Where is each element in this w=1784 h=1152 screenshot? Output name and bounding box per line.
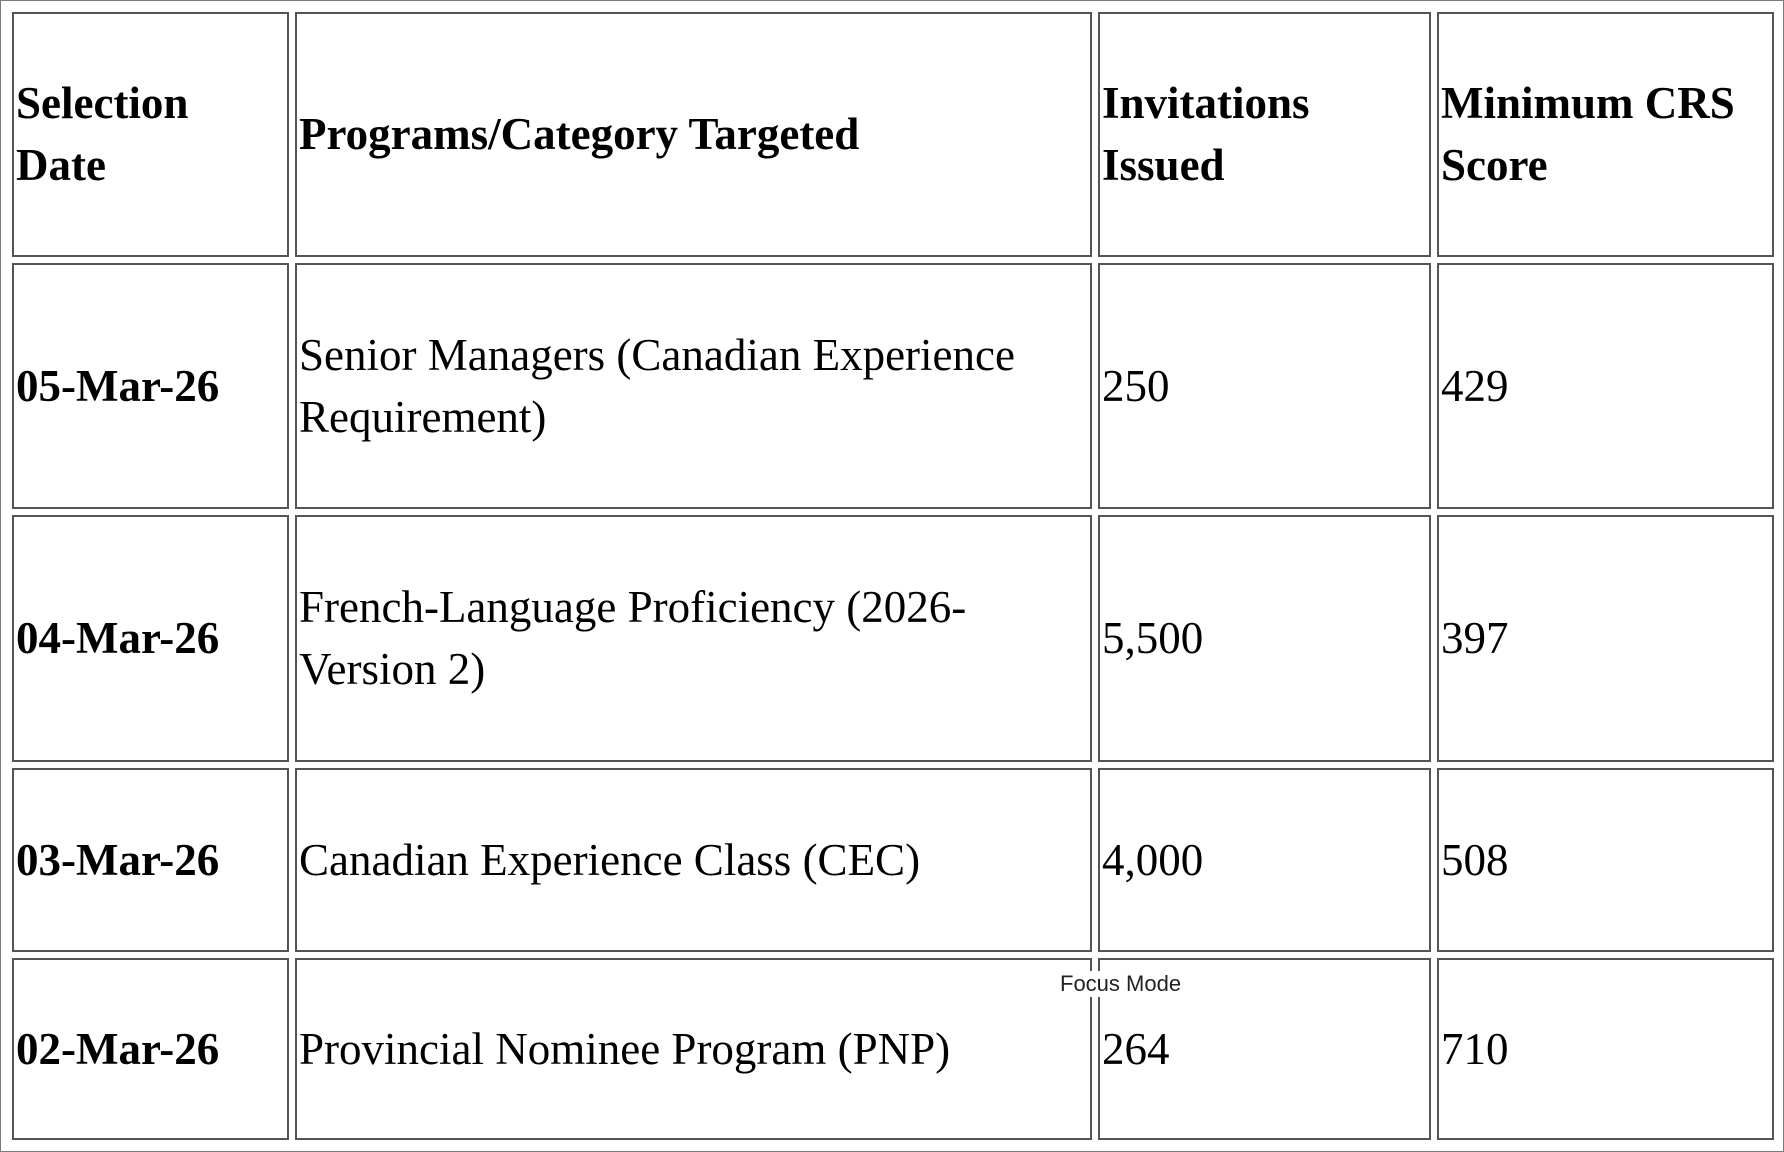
program-cell: French-Language Proficiency (2026-Version 2): [295, 515, 1092, 762]
min-crs-cell: 710: [1437, 958, 1774, 1140]
min-crs-cell: 429: [1437, 263, 1774, 510]
program-cell: Provincial Nominee Program (PNP): [295, 958, 1092, 1140]
selection-date-cell: 03-Mar-26: [12, 768, 289, 952]
min-crs-cell: 397: [1437, 515, 1774, 762]
program-cell: Senior Managers (Canadian Experience Requirement): [295, 263, 1092, 510]
header-selection-date: Selection Date: [12, 12, 289, 257]
selection-date-cell: 05-Mar-26: [12, 263, 289, 510]
table-header-row: [12, 12, 1774, 257]
program-cell: Canadian Experience Class (CEC): [295, 768, 1092, 952]
table-row: [12, 515, 1774, 762]
min-crs-cell: 508: [1437, 768, 1774, 952]
invitations-cell: 4,000: [1098, 768, 1431, 952]
header-programs-category: Programs/Category Targeted: [295, 12, 1092, 257]
express-entry-draws-table: [6, 6, 1780, 1146]
header-minimum-crs-score: Minimum CRS Score: [1437, 12, 1774, 257]
table-row: [12, 263, 1774, 510]
header-invitations-issued: Invitations Issued: [1098, 12, 1431, 257]
focus-mode-tooltip: Focus Mode: [1056, 971, 1185, 997]
invitations-cell: 250: [1098, 263, 1431, 510]
table-row: [12, 958, 1774, 1140]
invitations-cell: 264: [1098, 958, 1431, 1140]
selection-date-cell: 04-Mar-26: [12, 515, 289, 762]
invitations-cell: 5,500: [1098, 515, 1431, 762]
table-row: [12, 768, 1774, 952]
selection-date-cell: 02-Mar-26: [12, 958, 289, 1140]
